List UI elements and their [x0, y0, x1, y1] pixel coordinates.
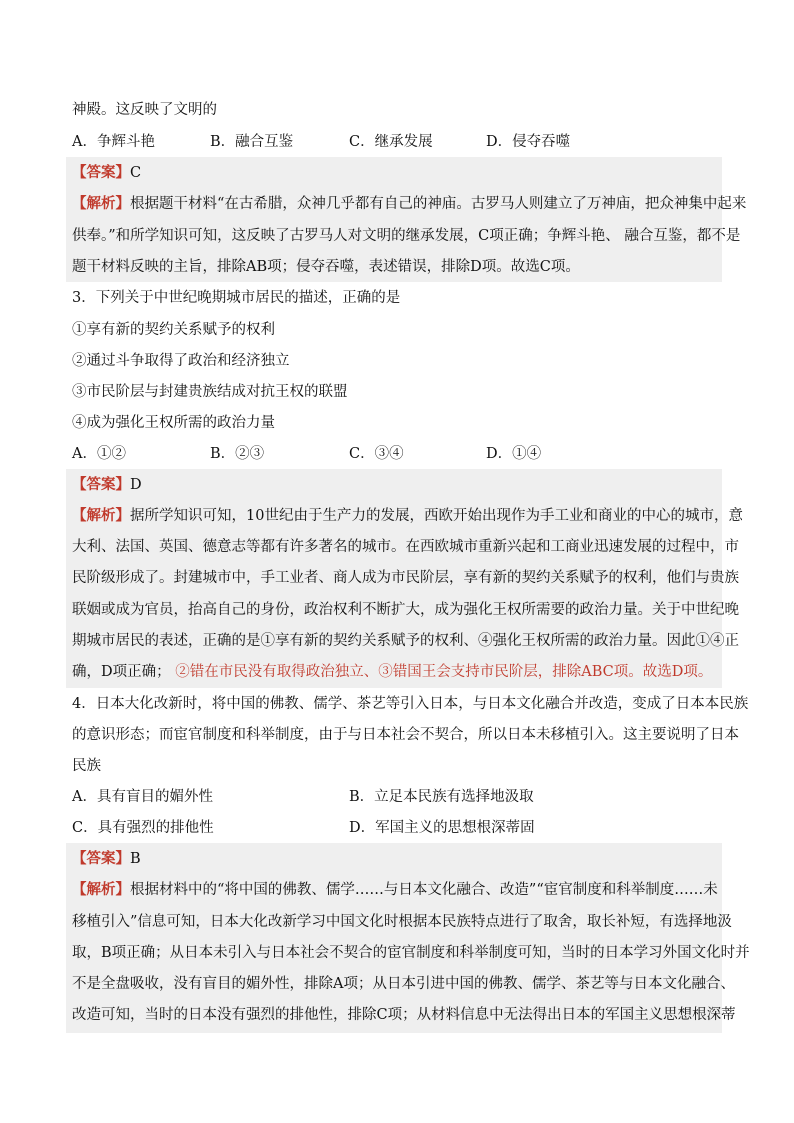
- q4-analysis-line-1: 【解析】根据材料中的“将中国的佛教、儒学……与日本文化融合、改造”“宦官制度和科举制度……未: [72, 881, 718, 898]
- question-2-stem-tail: 神殿。这反映了文明的: [72, 102, 217, 118]
- q3-analysis-line-6: 确，D项正确； ②错在市民没有取得政治独立、③错国王会支持市民阶层，排除ABC项。故选D项。: [72, 664, 713, 680]
- q3-option-b: B．②③: [210, 446, 265, 462]
- q4-stem-line-2: 的意识形态；而宦官制度和科举制度，由于与日本社会不契合，所以日本未移植引入。这主要说明了日本: [72, 727, 739, 743]
- q3-analysis-line-1: 【解析】据所学知识可知，10世纪由于生产力的发展，西欧开始出现作为手工业和商业的中心的城市，意: [72, 507, 743, 524]
- answer-tag: 【答案】: [72, 164, 130, 181]
- q2-analysis-line-1: 【解析】根据题干材料“在古希腊，众神几乎都有自己的神庙。古罗马人则建立了万神庙，把众神集中起来: [72, 195, 747, 212]
- answer-value: B: [130, 851, 141, 867]
- q4-analysis-line-5: 改造可知，当时的日本没有强烈的排他性，排除C项；从材料信息中无法得出日本的军国主义思想根深蒂: [72, 1007, 736, 1023]
- q2-option-d: D．侵夺吞噬: [486, 134, 571, 150]
- analysis-tag: 【解析】: [72, 195, 130, 212]
- q3-item-2: ②通过斗争取得了政治和经济独立: [72, 353, 290, 369]
- q4-stem-line-3: 民族: [72, 758, 101, 774]
- q3-analysis-line-5: 期城市居民的表述，正确的是①享有新的契约关系赋予的权利、④强化王权所需的政治力量。因此①④正: [72, 633, 739, 649]
- analysis-highlight: ②错在市民没有取得政治独立、③错国王会支持市民阶层，排除ABC项。故选D项。: [170, 664, 713, 680]
- q3-option-c: C．③④: [349, 446, 404, 462]
- q4-option-b: B．立足本民族有选择地汲取: [349, 789, 534, 805]
- q4-option-a: A．具有盲目的媚外性: [72, 789, 213, 805]
- q3-option-d: D．①④: [486, 446, 542, 462]
- q4-analysis-line-4: 不是全盘吸收，没有盲目的媚外性，排除A项；从日本引进中国的佛教、儒学、茶艺等与日本文化融合、: [72, 976, 735, 992]
- q4-option-c: C．具有强烈的排他性: [72, 820, 214, 836]
- q4-stem-line-1: 4．日本大化改新时，将中国的佛教、儒学、茶艺等引入日本，与日本文化融合并改造，变成了日本本民族: [72, 696, 749, 712]
- q2-option-b: B．融合互鉴: [210, 134, 294, 150]
- answer-tag: 【答案】: [72, 476, 130, 493]
- q2-option-c: C．继承发展: [349, 134, 433, 150]
- q2-analysis-line-2: 供奉。”和所学知识可知，这反映了古罗马人对文明的继承发展，C项正确；争辉斗艳、 融合互鉴，都不是: [72, 228, 741, 244]
- q3-item-3: ③市民阶层与封建贵族结成对抗王权的联盟: [72, 384, 348, 400]
- analysis-tag: 【解析】: [72, 881, 130, 898]
- answer-tag: 【答案】: [72, 850, 130, 867]
- q2-option-a: A．争辉斗艳: [72, 134, 155, 150]
- q3-answer: [72, 475, 722, 495]
- q4-analysis-line-3: 取，B项正确；从日本未引入与日本社会不契合的宦官制度和科举制度可知，当时的日本学习外国文化时并: [72, 945, 750, 961]
- q4-option-d: D．军国主义的思想根深蒂固: [349, 820, 535, 836]
- q3-option-a: A．①②: [72, 446, 126, 462]
- answer-value: C: [130, 165, 142, 181]
- q3-item-4: ④成为强化王权所需的政治力量: [72, 415, 275, 431]
- q2-analysis-line-3: 题干材料反映的主旨，排除AB项；侵夺吞噬，表述错误，排除D项。故选C项。: [72, 259, 580, 275]
- q3-item-1: ①享有新的契约关系赋予的权利: [72, 322, 275, 338]
- answer-value: D: [130, 477, 142, 493]
- q2-answer: [72, 163, 722, 183]
- q3-stem: 3．下列关于中世纪晚期城市居民的描述，正确的是: [72, 290, 401, 306]
- q3-analysis-line-3: 民阶级形成了。封建城市中，手工业者、商人成为市民阶层，享有新的契约关系赋予的权利，他们与贵族: [72, 570, 739, 586]
- q3-analysis-line-4: 联姻或成为官员，抬高自己的身份，政治权利不断扩大，成为强化王权所需要的政治力量。关于中世纪晚: [72, 602, 739, 618]
- analysis-tag: 【解析】: [72, 507, 130, 524]
- q4-answer: [72, 849, 722, 869]
- q4-analysis-line-2: 移植引入”信息可知，日本大化改新学习中国文化时根据本民族特点进行了取舍，取长补短，有选择地汲: [72, 914, 732, 930]
- q3-analysis-line-2: 大利、法国、英国、德意志等都有许多著名的城市。在西欧城市重新兴起和工商业迅速发展的过程中，市: [72, 539, 739, 555]
